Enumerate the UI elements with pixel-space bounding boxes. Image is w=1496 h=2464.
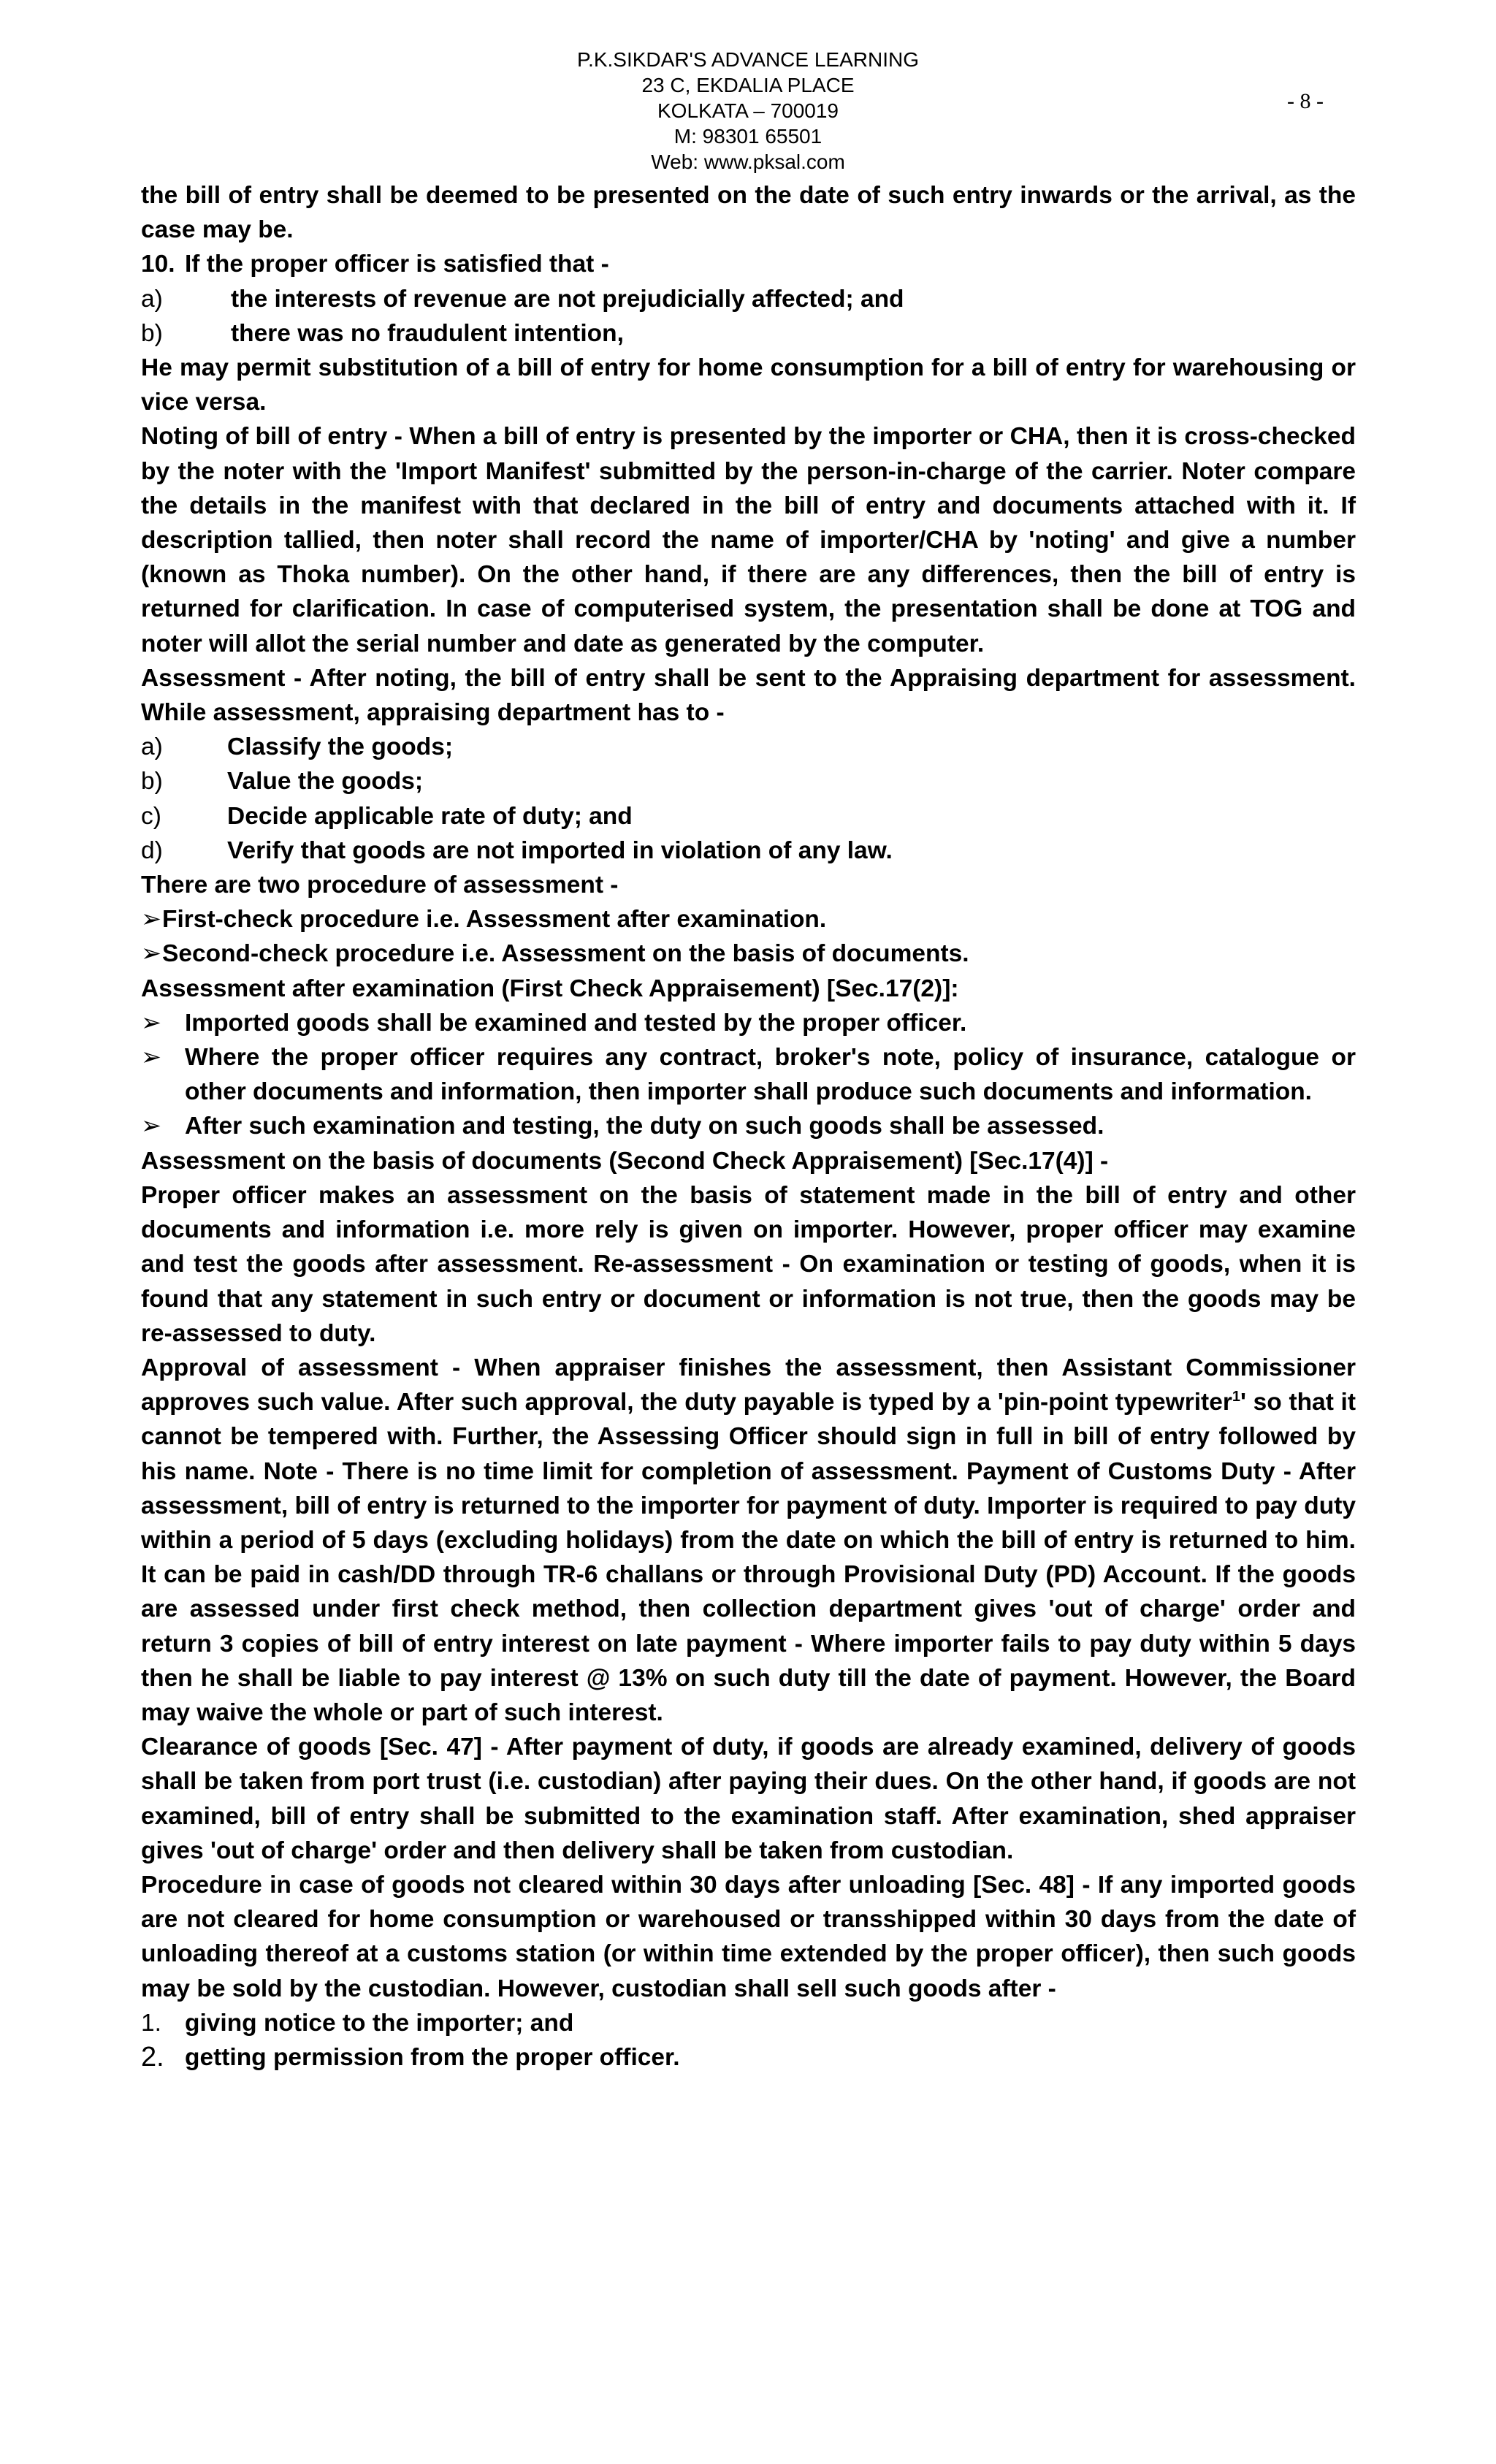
list-item-text: Verify that goods are not imported in violation of any law. [227, 836, 893, 864]
arrow-bullet-icon: ➢ [141, 940, 162, 968]
bullet-text: Imported goods shall be examined and tested by the proper officer. [185, 1009, 967, 1037]
list-item [141, 834, 1356, 868]
bullet-item [141, 937, 1356, 971]
footnote-reference: 1 [1232, 1388, 1240, 1405]
arrow-bullet-icon: ➢ [141, 1009, 162, 1037]
list-item-text: Decide applicable rate of duty; and [227, 802, 633, 830]
numbered-item-10 [141, 247, 1356, 281]
approval-text-part-2: ' so that it cannot be tempered with. Further, the Assessing Officer should sign in full in bill of entry followed by his name. Note - There is no time limit for completion of assessment. Payment of Customs Duty - After assessment, bill of entry is returned to the importer for payment of duty. Importer is required to pay duty within a period of 5 days (excluding holidays) from the date on which the bill of entry is returned to him. It can be paid in cash/DD through TR-6 challans or through Provisional Duty (PD) Account. If the goods are assessed under first check method, then collection department gives 'out of charge' order and return 3 copies of bill of entry interest on late payment - Where importer fails to pay duty within 5 days then he shall be liable to pay interest @ 13% on such duty till the date of payment. However, the Board may waive the whole or part of such interest. [141, 1389, 1356, 1726]
bullet-text: After such examination and testing, the duty on such goods shall be assessed. [185, 1113, 1104, 1140]
heading-second-check-appraisement: Assessment on the basis of documents (Second Check Appraisement) [Sec.17(4)] - [141, 1147, 1109, 1175]
list-item [141, 730, 1356, 764]
list-marker: a) [141, 733, 163, 761]
bullet-item [141, 1109, 1356, 1143]
list-item [141, 799, 1356, 834]
header-institute-name: P.K.SIKDAR'S ADVANCE LEARNING [576, 48, 919, 71]
list-item [141, 282, 1356, 316]
list-marker: 2. [141, 2041, 164, 2072]
arrow-bullet-icon: ➢ [141, 906, 162, 934]
list-item [141, 2006, 1356, 2040]
page-header [0, 47, 1496, 175]
bullet-item [141, 1040, 1356, 1109]
arrow-bullet-icon: ➢ [141, 1113, 162, 1140]
list-item [141, 316, 1356, 351]
list-item-text: If the proper officer is satisfied that - [185, 251, 609, 278]
list-item-text: Value the goods; [227, 768, 424, 796]
paragraph-assessment: Assessment - After noting, the bill of entry shall be sent to the Appraising department for assessment. While assessment, appraising department has to - [141, 664, 1356, 727]
paragraph-clearance-of-goods: Clearance of goods [Sec. 47] - After payment of duty, if goods are already examined, delivery of goods shall be taken from port trust (i.e. custodian) after paying their dues. On the other hand, if goods are not examined, bill of entry shall be submitted to the examination staff. After examination, shed appraiser gives 'out of charge' order and then delivery shall be taken from custodian. [141, 1733, 1356, 1864]
list-item [141, 764, 1356, 798]
arrow-bullet-icon: ➢ [141, 1044, 162, 1072]
paragraph-noting-of-bill: Noting of bill of entry - When a bill of entry is presented by the importer or CHA, then it is cross-checked by the noter with the 'Import Manifest' submitted by the person-in-charge of the carrier. Noter compare the details in the manifest with that declared in the bill of entry and documents attached with it. If description tallied, then noter shall record the name of importer/CHA by 'noting' and give a number (known as Thoka number). On the other hand, if there are any differences, then the bill of entry is returned for clarification. In case of computerised system, the presentation shall be done at TOG and noter will allot the serial number and date as generated by the computer. [141, 423, 1356, 657]
paragraph-approval-of-assessment [141, 1351, 1356, 1730]
bullet-text: Where the proper officer requires any contract, broker's note, policy of insurance, catalogue or other documents and information, then importer shall produce such documents and information. [185, 1044, 1356, 1106]
list-item-text: the interests of revenue are not prejudicially affected; and [231, 285, 904, 313]
paragraph-goods-not-cleared: Procedure in case of goods not cleared within 30 days after unloading [Sec. 48] - If any imported goods are not cleared for home consumption or warehoused or transshipped within 30 days from the date of unloading thereof at a customs station (or within time extended by the proper officer), then such goods may be sold by the custodian. However, custodian shall sell such goods after - [141, 1871, 1356, 2002]
paragraph-bill-of-entry-presented: the bill of entry shall be deemed to be presented on the date of such entry inwards or the arrival, as the case may be. [141, 182, 1356, 244]
header-city-line: KOLKATA – 700019 [657, 99, 839, 122]
page-number: - 8 - [1287, 89, 1324, 113]
list-item-text: giving notice to the importer; and [185, 2009, 574, 2037]
paragraph-substitution: He may permit substitution of a bill of entry for home consumption for a bill of entry for warehousing or vice versa. [141, 354, 1356, 416]
bullet-item [141, 902, 1356, 937]
list-marker: b) [141, 319, 163, 347]
list-marker: b) [141, 768, 163, 796]
header-website: Web: www.pksal.com [651, 150, 845, 173]
paragraph-two-procedures: There are two procedure of assessment - [141, 871, 619, 899]
list-item [141, 2040, 1356, 2075]
list-marker: c) [141, 802, 161, 830]
approval-text-part-1: Approval of assessment - When appraiser finishes the assessment, then Assistant Commissioner approves such value. After such approval, the duty payable is typed by a 'pin-point typewriter [141, 1354, 1356, 1416]
bullet-text: Second-check procedure i.e. Assessment on the basis of documents. [162, 940, 969, 968]
heading-first-check-appraisement: Assessment after examination (First Check Appraisement) [Sec.17(2)]: [141, 974, 959, 1002]
list-item-text: getting permission from the proper officer. [185, 2043, 680, 2071]
list-item-text: Classify the goods; [227, 733, 453, 761]
list-marker: a) [141, 285, 163, 313]
list-marker: 1. [141, 2009, 161, 2037]
header-phone: M: 98301 65501 [673, 125, 823, 148]
list-marker: d) [141, 836, 163, 864]
bullet-item [141, 1006, 1356, 1040]
bullet-text: First-check procedure i.e. Assessment after examination. [162, 906, 827, 934]
list-item-text: there was no fraudulent intention, [231, 319, 624, 347]
header-address-line: 23 C, EKDALIA PLACE [641, 74, 855, 96]
paragraph-assessment-on-documents: Proper officer makes an assessment on the basis of statement made in the bill of entry and other documents and information i.e. more rely is given on importer. However, proper officer may examine and test the goods after assessment. Re-assessment - On examination or testing of goods, when it is found that any statement in such entry or document or information is not true, then the goods may be re-assessed to duty. [141, 1181, 1356, 1347]
list-marker: 10. [141, 251, 175, 278]
document-body [141, 178, 1356, 2075]
